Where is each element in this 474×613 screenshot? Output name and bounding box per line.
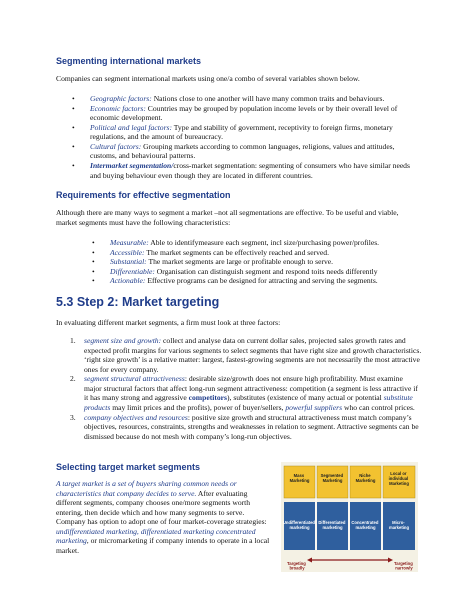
- targeting-narrowly-label: Targeting narrowly: [394, 561, 413, 571]
- bullet-icon: •: [92, 247, 95, 257]
- intro-paragraph: Companies can segment international markets using one/a combo of several variables shown below.: [56, 74, 360, 83]
- list-item: • Economic factors: Countries may be grouped by population income levels or by their overall level of economic development.: [72, 103, 398, 123]
- list-item: 3. company objectives and resources: positive size growth and structural attractiveness must match company’s objectives, resources, constraints, strengths and weaknesses in relation to segment. Attractive segments can be dismissed because do not mesh with company’s long-run objectives.: [70, 412, 419, 441]
- market-targeting-intro: In evaluating different market segments, a firm must look at three factors:: [56, 318, 281, 327]
- heading-market-targeting: 5.3 Step 2: Market targeting: [56, 295, 220, 309]
- bullet-icon: •: [92, 257, 95, 267]
- bullet-icon: •: [72, 122, 75, 132]
- list-item: 2. segment structural attractiveness: desirable size/growth does not ensure high profitability. Must examine major structural factors that affect long-run segment attractiveness: competition (a segment is less attractive if it has many strong and aggressive competitors), substitutes (existence of many actual or potential substitute products may limit prices and the profits), power of buyer/sellers, powerful suppliers who can control prices.: [70, 374, 418, 412]
- heading-selecting-target-market-segments: Selecting target market segments: [56, 462, 201, 472]
- list-item: • Cultural factors: Grouping markets according to common languages, religions, values and attitudes, customs, and behavioural patterns.: [72, 141, 395, 161]
- list-item: • Actionable: Effective programs can be designed for attracting and serving the segments.: [92, 276, 378, 286]
- bullet-icon: •: [72, 141, 75, 151]
- list-item: • Differentiable: Organisation can distinguish segment and respond toits needs differently: [92, 266, 378, 276]
- requirements-paragraph: Although there are many ways to segment a market –not all segmentations are effective. To be useful and viable, market segments must have the following characteristics:: [56, 208, 399, 227]
- list-item: • Geographic factors: Nations close to one another will have many common traits and behaviours.: [72, 94, 385, 103]
- segmentation-variables-list: [72, 94, 419, 180]
- micromarketing-label: Micro- marketing: [388, 520, 410, 530]
- targeting-broadly-label: Targeting broadly: [287, 561, 306, 571]
- list-item: • Intermarket segmentation/cross-market segmentation: segmenting of consumers who have similar needs and buying behaviour even though they are located in different countries.: [72, 160, 410, 180]
- bullet-icon: •: [92, 238, 95, 247]
- list-item: • Accessible: The market segments can be effectively reached and served.: [92, 247, 329, 257]
- bullet-icon: •: [72, 94, 75, 103]
- local-marketing-label: Local or individual Marketing: [388, 471, 409, 486]
- list-item: 1. segment size and growth: collect and analyse data on current dollar sales, projected sales growth rates and expected profit margins for various segments to select segments that have right size and growth characteristics. ‘right size growth’ is a relative matter: largest, fastest-growing segments are not necessarily the most attractive ones for every company.: [70, 336, 422, 374]
- niche-marketing-label: Niche Marketing: [355, 473, 376, 483]
- market-coverage-figure: [281, 462, 418, 572]
- target-market-paragraph: A target market is a set of buyers sharing common needs or characteristics that company decides to serve. After evaluating different segments, company chooses one/more segments worth entering, then decide which and how many segments to serve. Company has option to adopt one of four market-coverage strategies: undifferentiated marketing, differentiated marketing concentrated marketing, or micromarketing if company intends to operate in a local market.: [56, 479, 270, 555]
- concentrated-label: Concentrated marketing: [351, 520, 379, 530]
- list-item: • Political and legal factors: Type and stability of government, receptivity to foreign firms, monetary regulations, and the amount of bureaucracy.: [72, 122, 393, 142]
- bullet-icon: •: [92, 276, 95, 286]
- heading-segmenting-international-markets: Segmenting international markets: [56, 56, 202, 66]
- heading-requirements-effective-segmentation: Requirements for effective segmentation: [56, 190, 231, 200]
- bullet-icon: •: [72, 103, 75, 113]
- bullet-icon: •: [92, 266, 95, 276]
- undifferentiated-label: Undifferentiated marketing: [282, 520, 315, 530]
- segmented-marketing-label: Segmented Marketing: [320, 473, 344, 483]
- differentiated-label: Differentiated marketing: [318, 520, 346, 530]
- market-coverage-diagram: [281, 462, 418, 572]
- targeting-factors-list: [70, 336, 422, 441]
- mass-marketing-label: Mass Marketing: [289, 473, 310, 483]
- list-item: • Measurable: Able to identifymeasure each segment, incl size/purchasing power/profiles.: [92, 238, 380, 247]
- bullet-icon: •: [72, 160, 75, 170]
- list-item: • Substantial: The market segments are large or profitable enough to serve.: [92, 257, 334, 267]
- requirements-list: [92, 238, 422, 286]
